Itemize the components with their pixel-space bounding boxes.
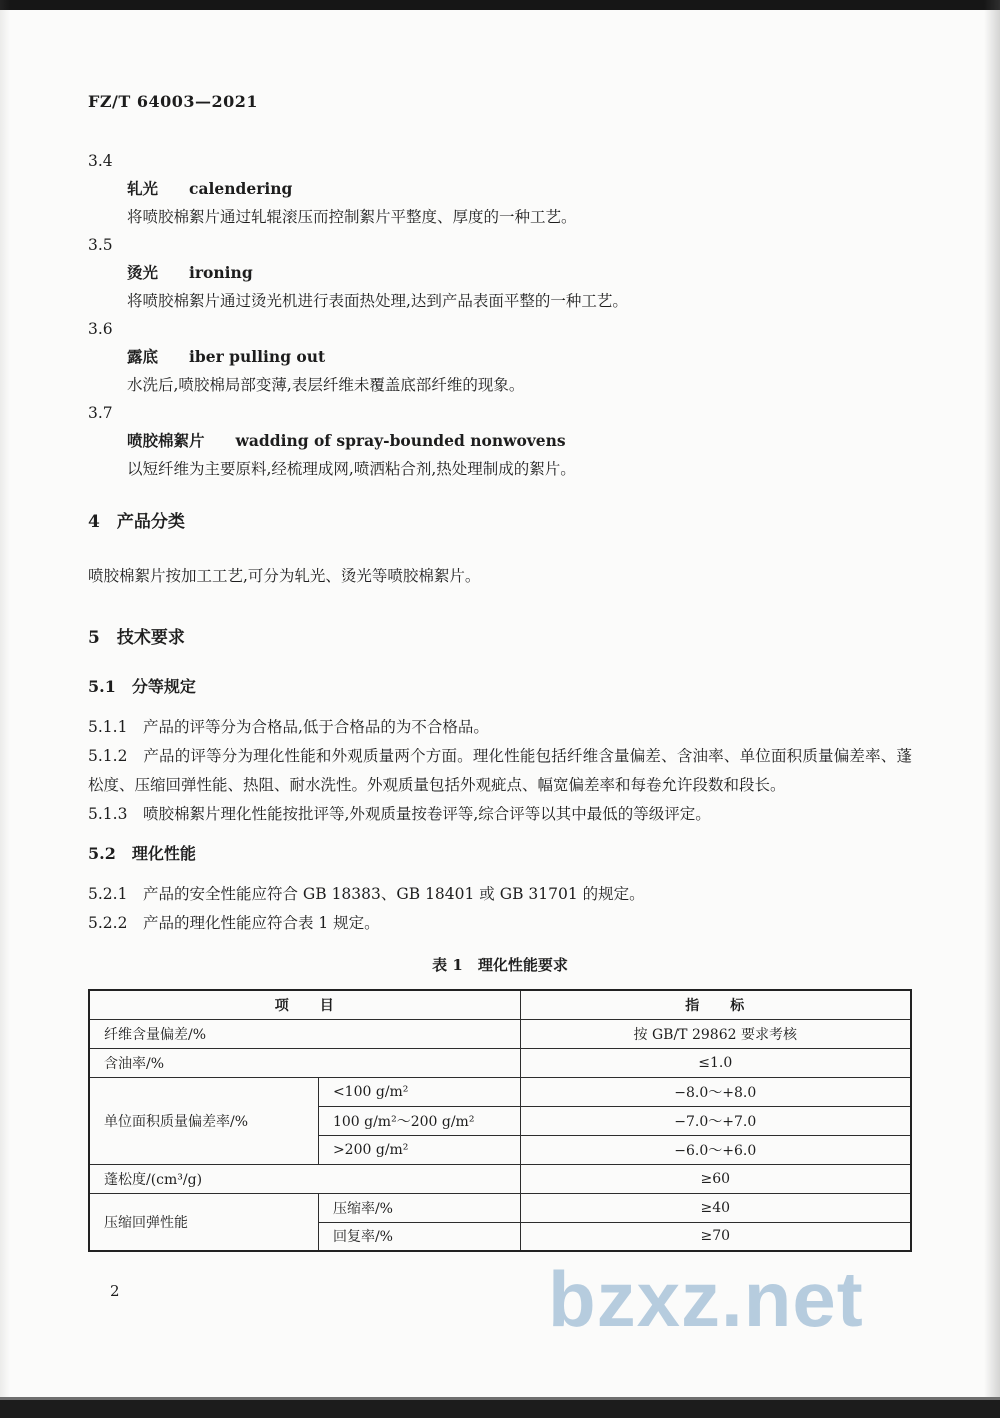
row-bulk-item: 蓬松度/(cm³/g): [89, 1164, 520, 1193]
row-bulk-value: ≥60: [520, 1164, 911, 1193]
watermark: bzxz.net: [548, 1255, 864, 1343]
row-mass-cond-1: <100 g/m²: [318, 1077, 520, 1106]
table-caption: 表 1 理化性能要求: [432, 956, 568, 974]
row-mass-cond-3: >200 g/m²: [318, 1135, 520, 1164]
term-block: [88, 399, 912, 483]
row-compress-cond-2: 回复率/%: [318, 1222, 520, 1251]
page-number: 2: [110, 1282, 120, 1300]
term-definition: 以短纤维为主要原料,经梳理成网,喷洒粘合剂,热处理制成的絮片。: [127, 460, 576, 478]
section-4-body: 喷胶棉絮片按加工工艺,可分为轧光、烫光等喷胶棉絮片。: [88, 567, 481, 585]
scan-edge-bottom: [0, 1397, 1000, 1418]
spec-table: [88, 989, 912, 1252]
table-row: [89, 1077, 911, 1106]
table-header-indicator: 指 标: [520, 990, 911, 1019]
section-5-heading: 5 技术要求: [88, 628, 185, 648]
term-number: 3.6: [88, 320, 113, 338]
row-compress-item: 压缩回弹性能: [89, 1193, 318, 1251]
term-title: 烫光 ironing: [127, 263, 253, 282]
row-mass-value-3: −6.0～+6.0: [520, 1135, 911, 1164]
term-definition: 将喷胶棉絮片通过轧辊滚压而控制絮片平整度、厚度的一种工艺。: [127, 208, 577, 226]
row-mass-item: 单位面积质量偏差率/%: [89, 1077, 318, 1164]
term-block: [88, 231, 912, 315]
row-oil-item: 含油率/%: [89, 1048, 520, 1077]
row-oil-value: ≤1.0: [520, 1048, 911, 1077]
row-fiber-value: 按 GB/T 29862 要求考核: [520, 1019, 911, 1048]
table-row: [89, 1019, 911, 1048]
term-definition: 将喷胶棉絮片通过烫光机进行表面热处理,达到产品表面平整的一种工艺。: [127, 292, 628, 310]
table-row: [89, 1193, 911, 1222]
row-compress-cond-1: 压缩率/%: [318, 1193, 520, 1222]
section-4-heading: 4 产品分类: [88, 512, 185, 532]
term-number: 3.5: [88, 236, 113, 254]
standard-code: FZ/T 64003—2021: [88, 92, 259, 111]
term-number: 3.7: [88, 404, 113, 422]
table-header-item: 项 目: [89, 990, 520, 1019]
term-title: 轧光 calendering: [127, 179, 293, 198]
section-5-1-heading: 5.1 分等规定: [88, 677, 196, 696]
row-compress-value-2: ≥70: [520, 1222, 911, 1251]
clause-5-1-1: 5.1.1 产品的评等分为合格品,低于合格品的为不合格品。: [88, 718, 489, 736]
term-title: 露底 iber pulling out: [127, 347, 326, 366]
terms-section: [88, 147, 912, 483]
row-mass-value-1: −8.0～+8.0: [520, 1077, 911, 1106]
table-header-row: [89, 990, 911, 1019]
term-title: 喷胶棉絮片 wadding of spray-bounded nonwovens: [127, 431, 566, 450]
term-definition: 水洗后,喷胶棉局部变薄,表层纤维未覆盖底部纤维的现象。: [127, 376, 525, 394]
table-row: [89, 1048, 911, 1077]
term-block: [88, 147, 912, 231]
section-5-2-heading: 5.2 理化性能: [88, 844, 196, 863]
clause-5-2-1: 5.2.1 产品的安全性能应符合 GB 18383、GB 18401 或 GB 31701 的规定。: [88, 885, 645, 903]
row-fiber-item: 纤维含量偏差/%: [89, 1019, 520, 1048]
row-mass-value-2: −7.0～+7.0: [520, 1106, 911, 1135]
term-number: 3.4: [88, 152, 113, 170]
term-block: [88, 315, 912, 399]
row-compress-value-1: ≥40: [520, 1193, 911, 1222]
clause-5-1-2: 5.1.2 产品的评等分为理化性能和外观质量两个方面。理化性能包括纤维含量偏差、含油率、单位面积质量偏差率、蓬松度、压缩回弹性能、热阻、耐水洗性。外观质量包括外观疵点、幅宽偏差率和每卷允许段数和段长。: [88, 747, 912, 794]
table-row: [89, 1164, 911, 1193]
clause-5-2-2: 5.2.2 产品的理化性能应符合表 1 规定。: [88, 914, 380, 932]
row-mass-cond-2: 100 g/m²～200 g/m²: [318, 1106, 520, 1135]
clause-5-1-3: 5.1.3 喷胶棉絮片理化性能按批评等,外观质量按卷评等,综合评等以其中最低的等级评定。: [88, 805, 711, 823]
